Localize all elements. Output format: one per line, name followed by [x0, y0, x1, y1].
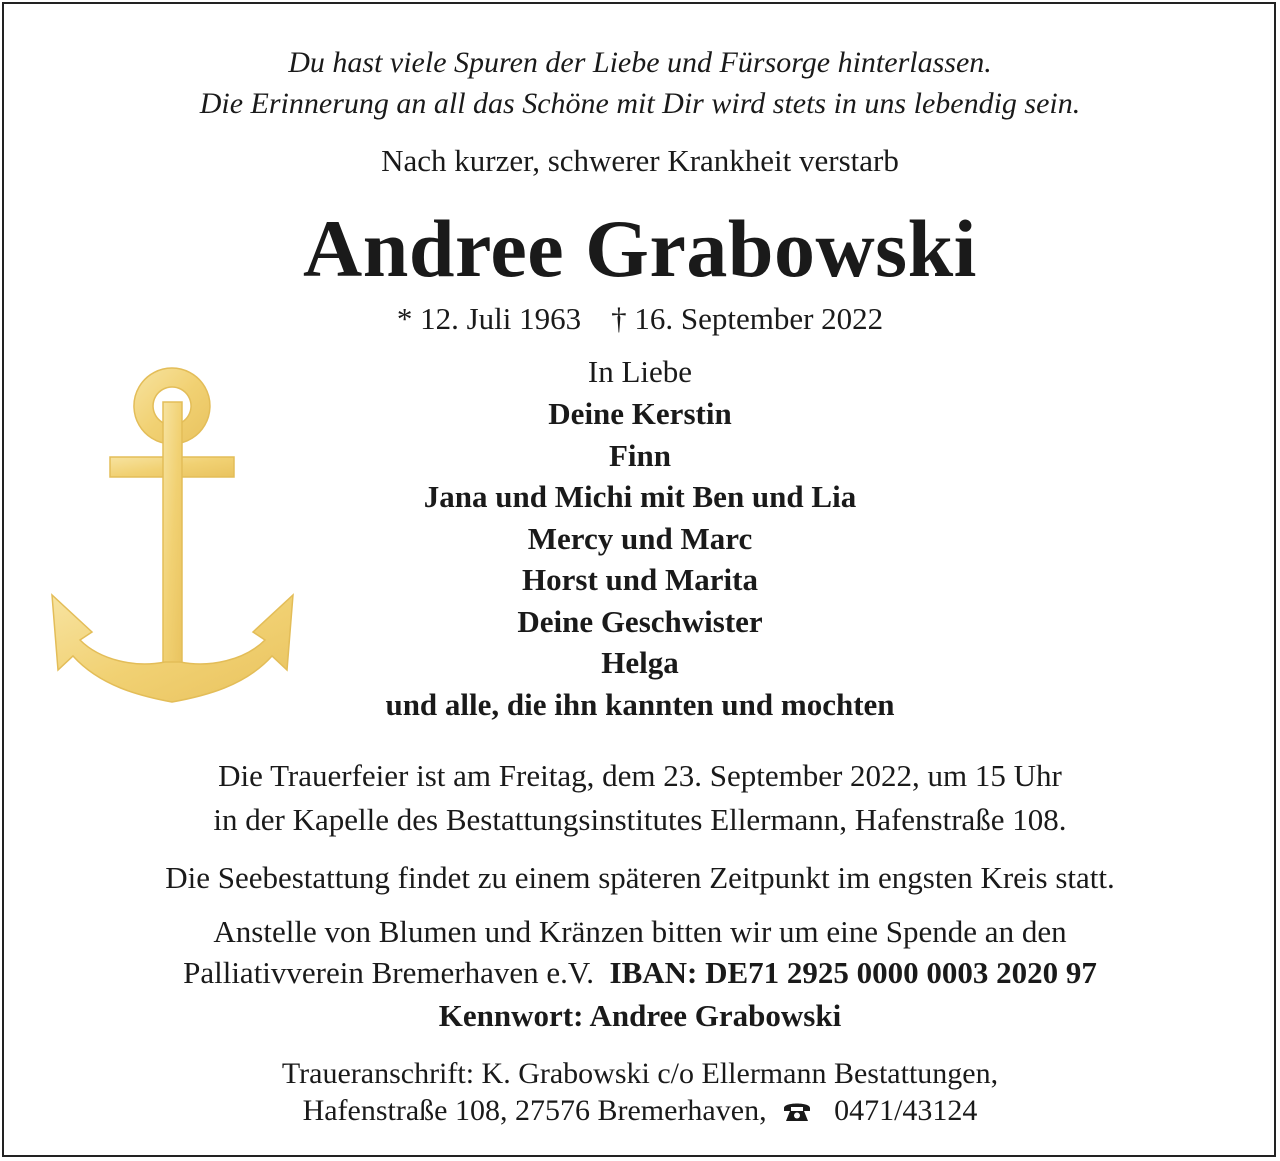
donation-line-1: Anstelle von Blumen und Kränzen bitten wir um eine Spende an den — [213, 914, 1067, 949]
deceased-name: Andree Grabowski — [303, 203, 977, 294]
quote-line-2: Die Erinnerung an all das Schöne mit Dir wird stets in uns lebendig sein. — [199, 87, 1081, 120]
mourner-name: Deine Kerstin — [548, 396, 732, 431]
mourner-name: Horst und Marita — [522, 562, 758, 597]
mourner-name: Jana und Michi mit Ben und Lia — [423, 479, 857, 514]
mourner-name: Deine Geschwister — [517, 604, 763, 639]
address-street: Hafenstraße 108, 27576 Bremerhaven, — [302, 1094, 767, 1127]
donation-keyword: Kennwort: Andree Grabowski — [438, 998, 842, 1033]
quote-line-1: Du hast viele Spuren der Liebe und Fürsorge hinterlassen. — [288, 46, 992, 79]
address-line-1: Traueranschrift: K. Grabowski c/o Ellermann Bestattungen, — [281, 1057, 999, 1090]
phone-number: 0471/43124 — [834, 1094, 978, 1127]
funeral-line-1: Die Trauerfeier ist am Freitag, dem 23. September 2022, um 15 Uhr — [218, 758, 1062, 793]
donation-line-2 — [0, 957, 1280, 988]
life-dates — [0, 303, 1280, 334]
death-date: † 16. September 2022 — [611, 301, 884, 336]
intro-text: Nach kurzer, schwerer Krankheit verstarb — [381, 143, 899, 178]
funeral-line-2: in der Kapelle des Bestattungsinstitutes Ellermann, Hafenstraße 108. — [213, 802, 1067, 837]
mourner-name: und alle, die ihn kannten und mochten — [385, 687, 895, 722]
birth-date: * 12. Juli 1963 — [396, 301, 582, 336]
iban: IBAN: DE71 2925 0000 0003 2020 97 — [609, 955, 1097, 990]
mourners-intro: In Liebe — [587, 354, 693, 389]
burial-text: Die Seebestattung findet zu einem späteren Zeitpunkt im engsten Kreis statt. — [165, 860, 1115, 895]
donation-recipient: Palliativverein Bremerhaven e.V. — [183, 955, 594, 990]
phone-icon — [782, 1100, 812, 1122]
mourner-name: Finn — [608, 438, 672, 473]
mourner-name: Helga — [601, 645, 679, 680]
mourner-name: Mercy und Marc — [527, 521, 753, 556]
address-line-2 — [0, 1096, 1280, 1126]
